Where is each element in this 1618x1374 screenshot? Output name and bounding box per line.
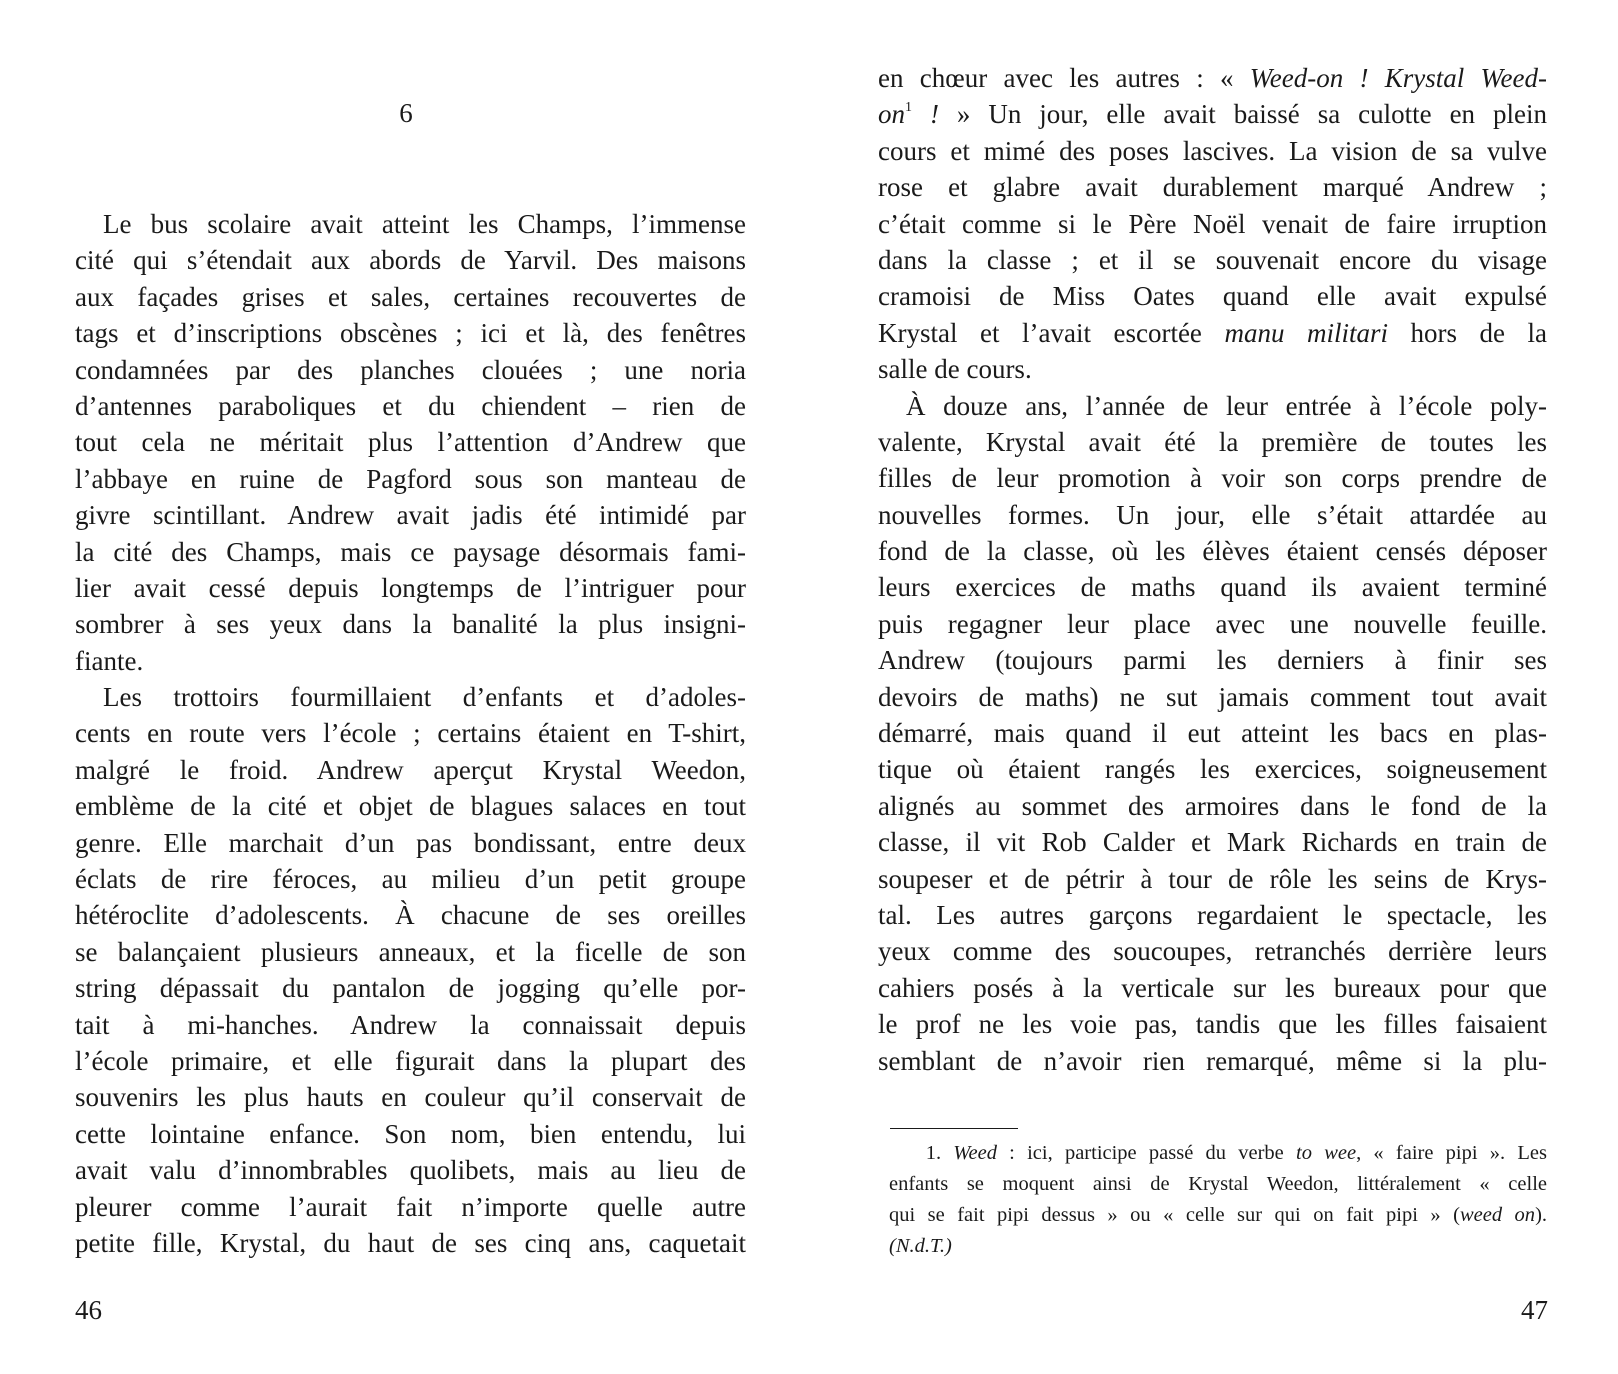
text-line: tags et d’inscriptions obscènes ; ici et là, des fenêtres <box>75 318 746 349</box>
text-line: yeux comme des soucoupes, retranchés derrière leurs <box>878 936 1547 967</box>
footnote-reference: 1 <box>905 100 912 116</box>
footnote <box>889 1138 1547 1262</box>
text-line: tal. Les autres garçons regardaient le spectacle, les <box>878 899 1547 930</box>
text-line: fiante. <box>75 645 144 676</box>
italic-text: to wee <box>1296 1142 1357 1164</box>
text-segment: ). <box>1535 1204 1548 1226</box>
text-line: cents en route vers l’école ; certains étaient en T-shirt, <box>75 718 746 749</box>
chapter-number: 6 <box>399 98 413 128</box>
text-line: c’était comme si le Père Noël venait de faire irruption <box>878 208 1547 239</box>
text-line: semblant de n’avoir rien remarqué, même si la plu- <box>878 1045 1547 1076</box>
paragraph <box>75 206 746 242</box>
paragraph <box>75 679 746 715</box>
footnote-line <box>889 1200 1547 1231</box>
italic-text: weed on <box>1459 1204 1536 1226</box>
text-line: cité qui s’étendait aux abords de Yarvil. Des maisons <box>75 245 746 276</box>
text-segment: » Un jour, elle avait baissé sa culotte en plein <box>938 99 1547 130</box>
italic-text: on <box>878 99 905 130</box>
footnote-line <box>889 1138 1547 1169</box>
text-line: givre scintillant. Andrew avait jadis été intimidé par <box>75 500 746 531</box>
paragraph <box>878 388 1547 424</box>
footnote-rule <box>890 1128 1018 1129</box>
text-line <box>878 96 1547 132</box>
text-line: petite fille, Krystal, du haut de ses cinq ans, caquetait <box>75 1227 746 1258</box>
page-number-left: 46 <box>75 1295 102 1325</box>
text-line: dans la classe ; et il se souvenait encore du visage <box>878 244 1547 275</box>
text-line: l’abbaye en ruine de Pagford sous son manteau de <box>75 463 746 494</box>
italic-text: ! <box>912 99 939 130</box>
text-line: le prof ne les voie pas, tandis que les filles faisaient <box>878 1009 1547 1040</box>
footnote-number: 1. <box>925 1142 942 1164</box>
text-line: À douze ans, l’année de leur entrée à l’école poly- <box>906 390 1547 421</box>
text-line: string dépassait du pantalon de jogging qu’elle por- <box>75 973 746 1004</box>
text-line: filles de leur promotion à voir son corps prendre de <box>878 463 1547 494</box>
right-page <box>809 0 1618 1374</box>
text-line: Andrew (toujours parmi les derniers à finir ses <box>878 645 1547 676</box>
text-line: tait à mi-hanches. Andrew la connaissait depuis <box>75 1009 746 1040</box>
text-segment: , « faire pipi ». Les <box>1356 1142 1547 1164</box>
text-line: genre. Elle marchait d’un pas bondissant, entre deux <box>75 827 746 858</box>
text-line: devoirs de maths) ne sut jamais comment tout avait <box>878 681 1547 712</box>
text-segment: : ici, participe passé du verbe <box>996 1142 1297 1164</box>
text-line: aux façades grises et sales, certaines recouvertes de <box>75 281 746 312</box>
text-segment: hors de la <box>1387 317 1547 348</box>
text-line: rose et glabre avait durablement marqué Andrew ; <box>878 172 1547 203</box>
text-line: cours et mimé des poses lascives. La vision de sa vulve <box>878 135 1547 166</box>
text-line: tique où étaient rangés les exercices, soigneusement <box>878 754 1547 785</box>
text-line: lier avait cessé depuis longtemps de l’intriguer pour <box>75 572 746 603</box>
text-line: sombrer à ses yeux dans la banalité la plus insigni- <box>75 609 746 640</box>
text-line: pleurer comme l’aurait fait n’importe quelle autre <box>75 1191 746 1222</box>
text-line: souvenirs les plus hauts en couleur qu’il conservait de <box>75 1082 746 1113</box>
text-line: Les trottoirs fourmillaient d’enfants et d’adoles- <box>103 682 746 713</box>
text-line: la cité des Champs, mais ce paysage désormais fami- <box>75 536 746 567</box>
italic-text: Weed <box>953 1142 997 1164</box>
footnote-line: enfants se moquent ainsi de Krystal Weedon, littéralement « celle <box>889 1173 1547 1195</box>
text-line: classe, il vit Rob Calder et Mark Richards en train de <box>878 827 1547 858</box>
italic-text: (N.d.T.) <box>889 1235 952 1257</box>
text-line: puis regagner leur place avec une nouvelle feuille. <box>878 608 1547 639</box>
text-line <box>878 315 1547 351</box>
italic-text: manu militari <box>1224 317 1388 348</box>
text-line: cahiers posés à la verticale sur les bureaux pour que <box>878 972 1547 1003</box>
text-line: hétéroclite d’adolescents. À chacune de ses oreilles <box>75 900 746 931</box>
text-line: d’antennes paraboliques et du chiendent – rien de <box>75 390 746 421</box>
text-segment: en chœur avec les autres : « <box>878 63 1250 93</box>
right-page-body <box>878 60 1547 1079</box>
left-page-body <box>75 206 746 1261</box>
footnote-line <box>889 1231 1547 1262</box>
text-line: l’école primaire, et elle figurait dans la plupart des <box>75 1045 746 1076</box>
text-line: malgré le froid. Andrew aperçut Krystal Weedon, <box>75 754 746 785</box>
text-line: soupeser et de pétrir à tour de rôle les seins de Krys- <box>878 863 1547 894</box>
text-line: condamnées par des planches clouées ; une noria <box>75 354 746 385</box>
text-line: se balançaient plusieurs anneaux, et la ficelle de son <box>75 936 746 967</box>
text-line: avait valu d’innombrables quolibets, mais au lieu de <box>75 1155 746 1186</box>
text-line: fond de la classe, où les élèves étaient censés déposer <box>878 536 1547 567</box>
text-segment: Krystal et l’avait escortée <box>878 317 1225 348</box>
text-line: démarré, mais quand il eut atteint les bacs en plas- <box>878 718 1547 749</box>
text-line: tout cela ne méritait plus l’attention d’Andrew que <box>75 427 746 458</box>
text-line: nouvelles formes. Un jour, elle s’était attardée au <box>878 499 1547 530</box>
text-line: emblème de la cité et objet de blagues salaces en tout <box>75 791 746 822</box>
text-line: éclats de rire féroces, au milieu d’un petit groupe <box>75 864 746 895</box>
text-line: Le bus scolaire avait atteint les Champs, l’immense <box>103 209 746 239</box>
page-number-right: 47 <box>1521 1295 1548 1325</box>
text-line: alignés au sommet des armoires dans le fond de la <box>878 790 1547 821</box>
text-line: leurs exercices de maths quand ils avaient terminé <box>878 572 1547 603</box>
text-line <box>878 60 1547 96</box>
text-segment: qui se fait pipi dessus » ou « celle sur qui on fait pipi » ( <box>889 1204 1460 1226</box>
text-line: cramoisi de Miss Oates quand elle avait expulsé <box>878 281 1547 312</box>
text-line: cette lointaine enfance. Son nom, bien entendu, lui <box>75 1118 746 1149</box>
text-line: valente, Krystal avait été la première de toutes les <box>878 426 1547 457</box>
italic-text: Weed-on ! Krystal Weed- <box>1249 63 1547 93</box>
text-line: salle de cours. <box>878 354 1032 385</box>
